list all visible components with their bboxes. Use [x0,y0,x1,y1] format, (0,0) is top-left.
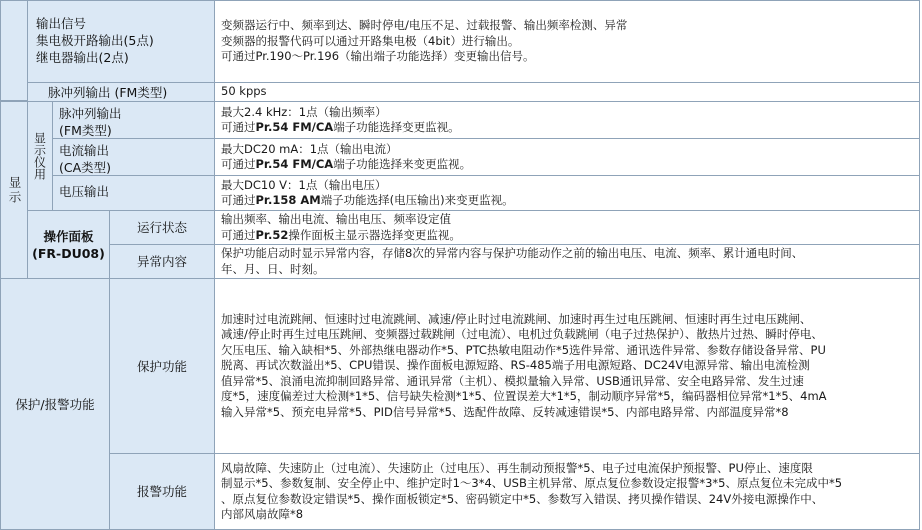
error-content-desc [214,244,920,279]
meter-label-line: 脉冲列输出 [59,106,122,121]
desc-line: 年、月、日、时刻。 [221,261,325,276]
operation-panel-label [27,210,110,279]
desc-line: 风扇故障、失速防止（过电流）、失速防止（过电压）、再生制动预报警*5、电子过电流保护预报警、PU停止、速度限 [221,460,813,475]
desc-line [221,228,919,244]
pulse-output-value [214,82,920,102]
protection-group-label: 保护/报警功能 [0,278,110,530]
meter-label-line: (FM类型) [59,123,112,138]
desc-line: 、原点复位参数设定错误*5、操作面板锁定*5、密码锁定中*5、参数写入错误、拷贝操作错误、24V外接电源操作中、 [221,491,824,506]
desc-text: 可通过 [221,227,256,242]
desc-line: 最大DC20 mA：1点（输出电流） [221,141,398,156]
desc-line: 欠压电压、输入缺相*5、外部热继电器动作*5、PTC热敏电阻动作*5选件异常、通讯选件异常、参数存储设备异常、PU [221,342,826,357]
desc-text: 端子功能选择变更监视。 [333,120,460,134]
desc-line [221,157,919,173]
meter-voltage-desc [214,175,920,211]
desc-line: 加速时过电流跳闸、恒速时过电流跳闸、减速/停止时过电流跳闸、加速时再生过电压跳闸、恒速时再生过电压跳闸、 [221,311,812,326]
desc-text: 可通过 [221,157,256,171]
desc-line: 变频器的报警代码可以通过开路集电极（4bit）进行输出。 [221,33,520,48]
desc-text: 可通过 [221,120,256,134]
desc-line: 度*5，速度偏差过大检测*1*5、信号缺失检测*1*5、位置误差大*1*5，制动顺序异常*5，编码器相位异常*1*5、4mA [221,389,827,404]
desc-line: 内部风扇故障*8 [221,507,304,521]
panel-label-line: (FR-DU08) [32,245,105,261]
desc-line: 变频器运行中、频率到达、瞬时停电/电压不足、过载报警、输出频率检测、异常 [221,18,628,33]
desc-line: 输出频率、输出电流、输出电压、频率设定值 [221,212,451,226]
meter-fm-label [52,101,215,139]
desc-line: 最大DC10 V：1点（输出电压） [221,177,387,192]
protect-function-desc [214,278,920,454]
param-ref: Pr.158 AM [255,193,321,207]
running-status-desc [214,210,920,245]
desc-line: 可通过Pr.190～Pr.196（输出端子功能选择）变更输出信号。 [221,49,535,64]
desc-line: 脱离、再试次数溢出*5、CPU错误、操作面板电源短路、RS-485端子用电源短路、DC24V电源异常、输出电流检测 [221,358,810,373]
output-signal-label-line: 输出信号 [36,16,87,31]
desc-text: 操作面板主显示器选择变更监视。 [288,227,461,242]
protect-function-label: 保护功能 [109,278,215,454]
meter-ca-desc [214,138,920,176]
meter-label-line: 电压输出 [59,184,110,199]
alarm-function-label: 报警功能 [109,453,215,530]
desc-line [221,120,919,136]
desc-line: 值异常*5、浪涌电流抑制回路异常、通讯异常（主机）、模拟量输入异常、USB通讯异常、安全电路异常、发生过速 [221,373,804,388]
desc-text: 端子功能选择来变更监视。 [333,157,472,171]
param-ref: Pr.54 FM/CA [255,120,334,134]
display-side-label [0,101,28,279]
meter-voltage-label [52,175,215,211]
param-ref: Pr.54 FM/CA [255,157,334,171]
desc-line: 最大2.4 kHz：1点（输出频率） [221,104,387,119]
desc-line: 保护功能启动时显示异常内容，存储8次的异常内容与保护功能动作之前的输出电压、电流、频率、累计通电时间、 [221,246,804,260]
pulse-value-text: 50 kpps [221,84,267,99]
param-ref: Pr.52 [255,227,289,242]
display-side-text: 显示 [7,175,22,205]
pulse-output-label: 脉冲列输出 (FM类型) [27,82,215,102]
running-status-label: 运行状态 [109,210,215,245]
panel-label-line: 操作面板 [43,228,94,244]
meter-group-text: 显示仪用 [32,132,47,180]
output-side-blank [0,0,28,101]
error-content-label: 异常内容 [109,244,215,279]
desc-line: 输入异常*5、预充电异常*5、PID信号异常*5、选配件故障、反转减速错误*5、内部电路异常、内部温度异常*8 [221,404,789,419]
meter-label-line: (CA类型) [59,160,112,175]
meter-group-label [27,101,53,211]
meter-label-line: 电流输出 [59,143,110,158]
desc-line: 制显示*5、参数复制、安全停止中、维护定时1～3*4、USB主机异常、原点复位参数设定报警*3*5、原点复位未完成中*5 [221,476,843,490]
desc-text: 端子功能选择(电压输出)来变更监视。 [320,193,514,207]
desc-text: 可通过 [221,193,256,207]
output-signal-label-line: 集电极开路输出(5点) [36,33,154,48]
desc-line: 减速/停止时再生过电压跳闸、变频器过载跳闸（过电流）、电机过负载跳闸（电子过热保护）、散热片过热、瞬时停电、 [221,327,823,342]
meter-fm-desc [214,101,920,139]
alarm-function-desc [214,453,920,530]
output-signal-label [27,0,215,83]
output-signal-label-line: 继电器输出(2点) [36,50,129,65]
desc-line [221,193,919,209]
meter-ca-label [52,138,215,176]
output-signal-desc [214,0,920,83]
